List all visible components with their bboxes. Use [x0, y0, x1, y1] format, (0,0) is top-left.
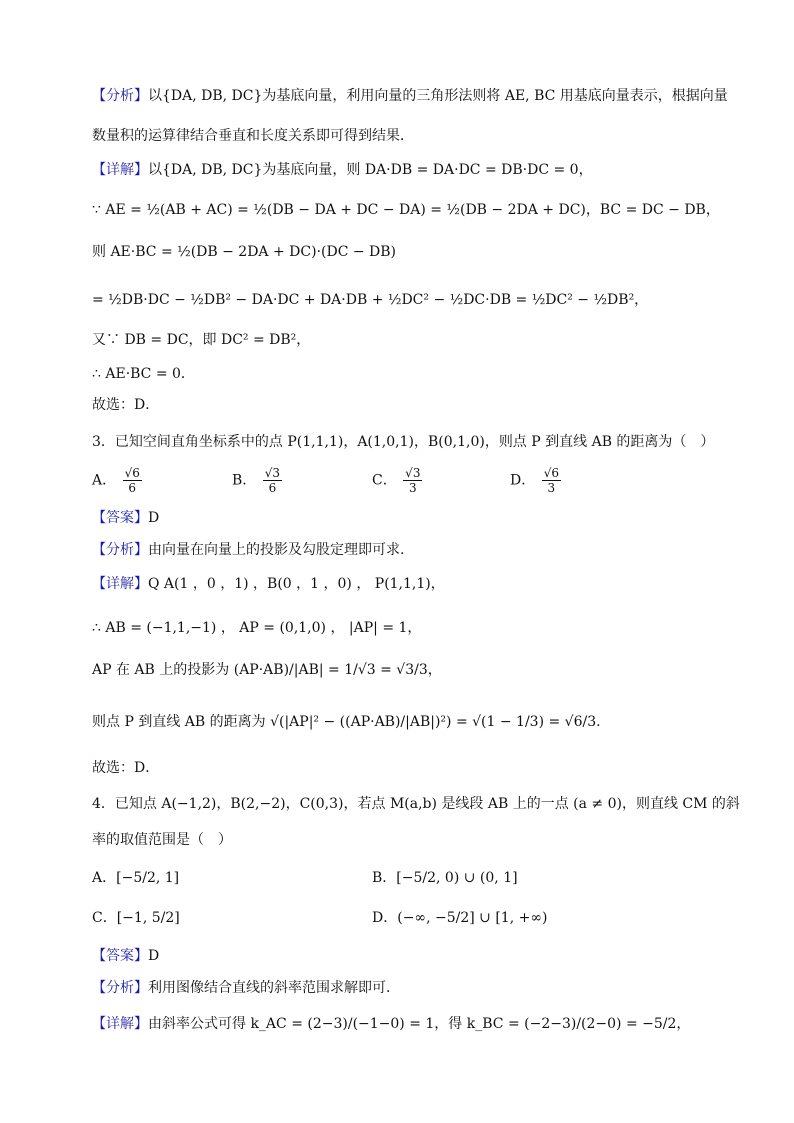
detail-line-3: 则 AE·BC = ½(DB − 2DA + DC)·(DC − DB)	[92, 244, 397, 260]
detail-line-1	[92, 160, 593, 180]
q4-option-c: C．[−1, 5/2]	[92, 910, 180, 926]
q4-detail-1: 【详解】由斜率公式可得 k_AC = (2−3)/(−1−0) = 1，得 k_BC = (−2−3)/(2−0) = −5/2，	[92, 1016, 691, 1032]
q4-option-a: A．[−5/2, 1]	[92, 870, 180, 886]
analysis-tag: 【分析】	[92, 88, 148, 104]
q3-answer: 【答案】D	[92, 510, 160, 526]
analysis-line-1	[92, 86, 728, 106]
detail-text: 以{DA, DB, DC}为基底向量，则 DA·DB = DA·DC = DB·DC = 0，	[148, 162, 593, 178]
q4-analysis: 【分析】利用图像结合直线的斜率范围求解即可.	[92, 980, 391, 996]
q3-detail-3: AP 在 AB 上的投影为 (AP·AB)/|AB| = 1/√3 = √3/3，	[92, 662, 442, 678]
q3-choice: 故选：D．	[92, 760, 160, 776]
q3-option-d: D． $\frac{√6}{3}$	[510, 466, 559, 495]
q3-detail-4: 则点 P 到直线 AB 的距离为 √(|AP|² − ((AP·AB)/|AB|)²) = √(1 − 1/3) = √6/3.	[92, 714, 601, 730]
q3-option-b-frac: $\frac{√3}{6}$	[264, 466, 281, 495]
q4-stem-1: 4．已知点 A(−1,2)，B(2,−2)，C(0,3)，若点 M(a,b) 是线段 AB 上的一点 (a ≠ 0)，则直线 CM 的斜	[92, 796, 740, 812]
q3-detail-2: ∴ AB = (−1,1,−1) ， AP = (0,1,0) ， |AP| = 1，	[92, 620, 422, 636]
q3-option-c-frac: $\frac{√3}{3}$	[405, 466, 421, 495]
q3-analysis: 【分析】由向量在向量上的投影及勾股定理即可求.	[92, 542, 405, 558]
detail-line-2: ∵ AE = ½(AB + AC) = ½(DB − DA + DC − DA) = ½(DB − 2DA + DC)，BC = DC − DB，	[92, 202, 720, 218]
detail-line-4: = ½DB·DC − ½DB² − DA·DC + DA·DB + ½DC² − ½DC·DB = ½DC² − ½DB²，	[92, 292, 649, 308]
q3-option-c: C． $\frac{√3}{3}$	[372, 466, 421, 495]
q3-stem: 3．已知空间直角坐标系中的点 P(1,1,1)，A(1,0,1)，B(0,1,0)，则点 P 到直线 AB 的距离为（ ）	[92, 434, 715, 450]
q4-option-d: D．(−∞, −5/2] ∪ [1, +∞)	[372, 910, 548, 926]
detail-line-6: ∴ AE·BC = 0．	[92, 366, 195, 382]
q3-option-d-frac: $\frac{√6}{3}$	[543, 466, 559, 495]
analysis-text: 以{DA, DB, DC}为基底向量，利用向量的三角形法则将 AE, BC 用基底向量表示，根据向量	[148, 88, 728, 104]
q3-option-a-frac: $\frac{√6}{6}$	[124, 466, 140, 495]
q3-detail-1: 【详解】Q A(1 ，0 ，1) ，B(0 ，1 ，0) ， P(1,1,1)，	[92, 576, 445, 592]
detail-tag: 【详解】	[92, 162, 148, 178]
q4-answer: 【答案】D	[92, 948, 160, 964]
q3-option-b: B． $\frac{√3}{6}$	[232, 466, 281, 495]
analysis-line-2: 数量积的运算律结合垂直和长度关系即可得到结果．	[92, 128, 414, 144]
detail-line-5: 又∵ DB = DC，即 DC² = DB²，	[92, 332, 311, 348]
choice-line: 故选：D．	[92, 397, 160, 413]
q3-option-a: A． $\frac{√6}{6}$	[92, 466, 140, 495]
q4-stem-2: 率的取值范围是（ ）	[92, 832, 232, 848]
q4-option-b: B．[−5/2, 0) ∪ (0, 1]	[372, 870, 518, 886]
